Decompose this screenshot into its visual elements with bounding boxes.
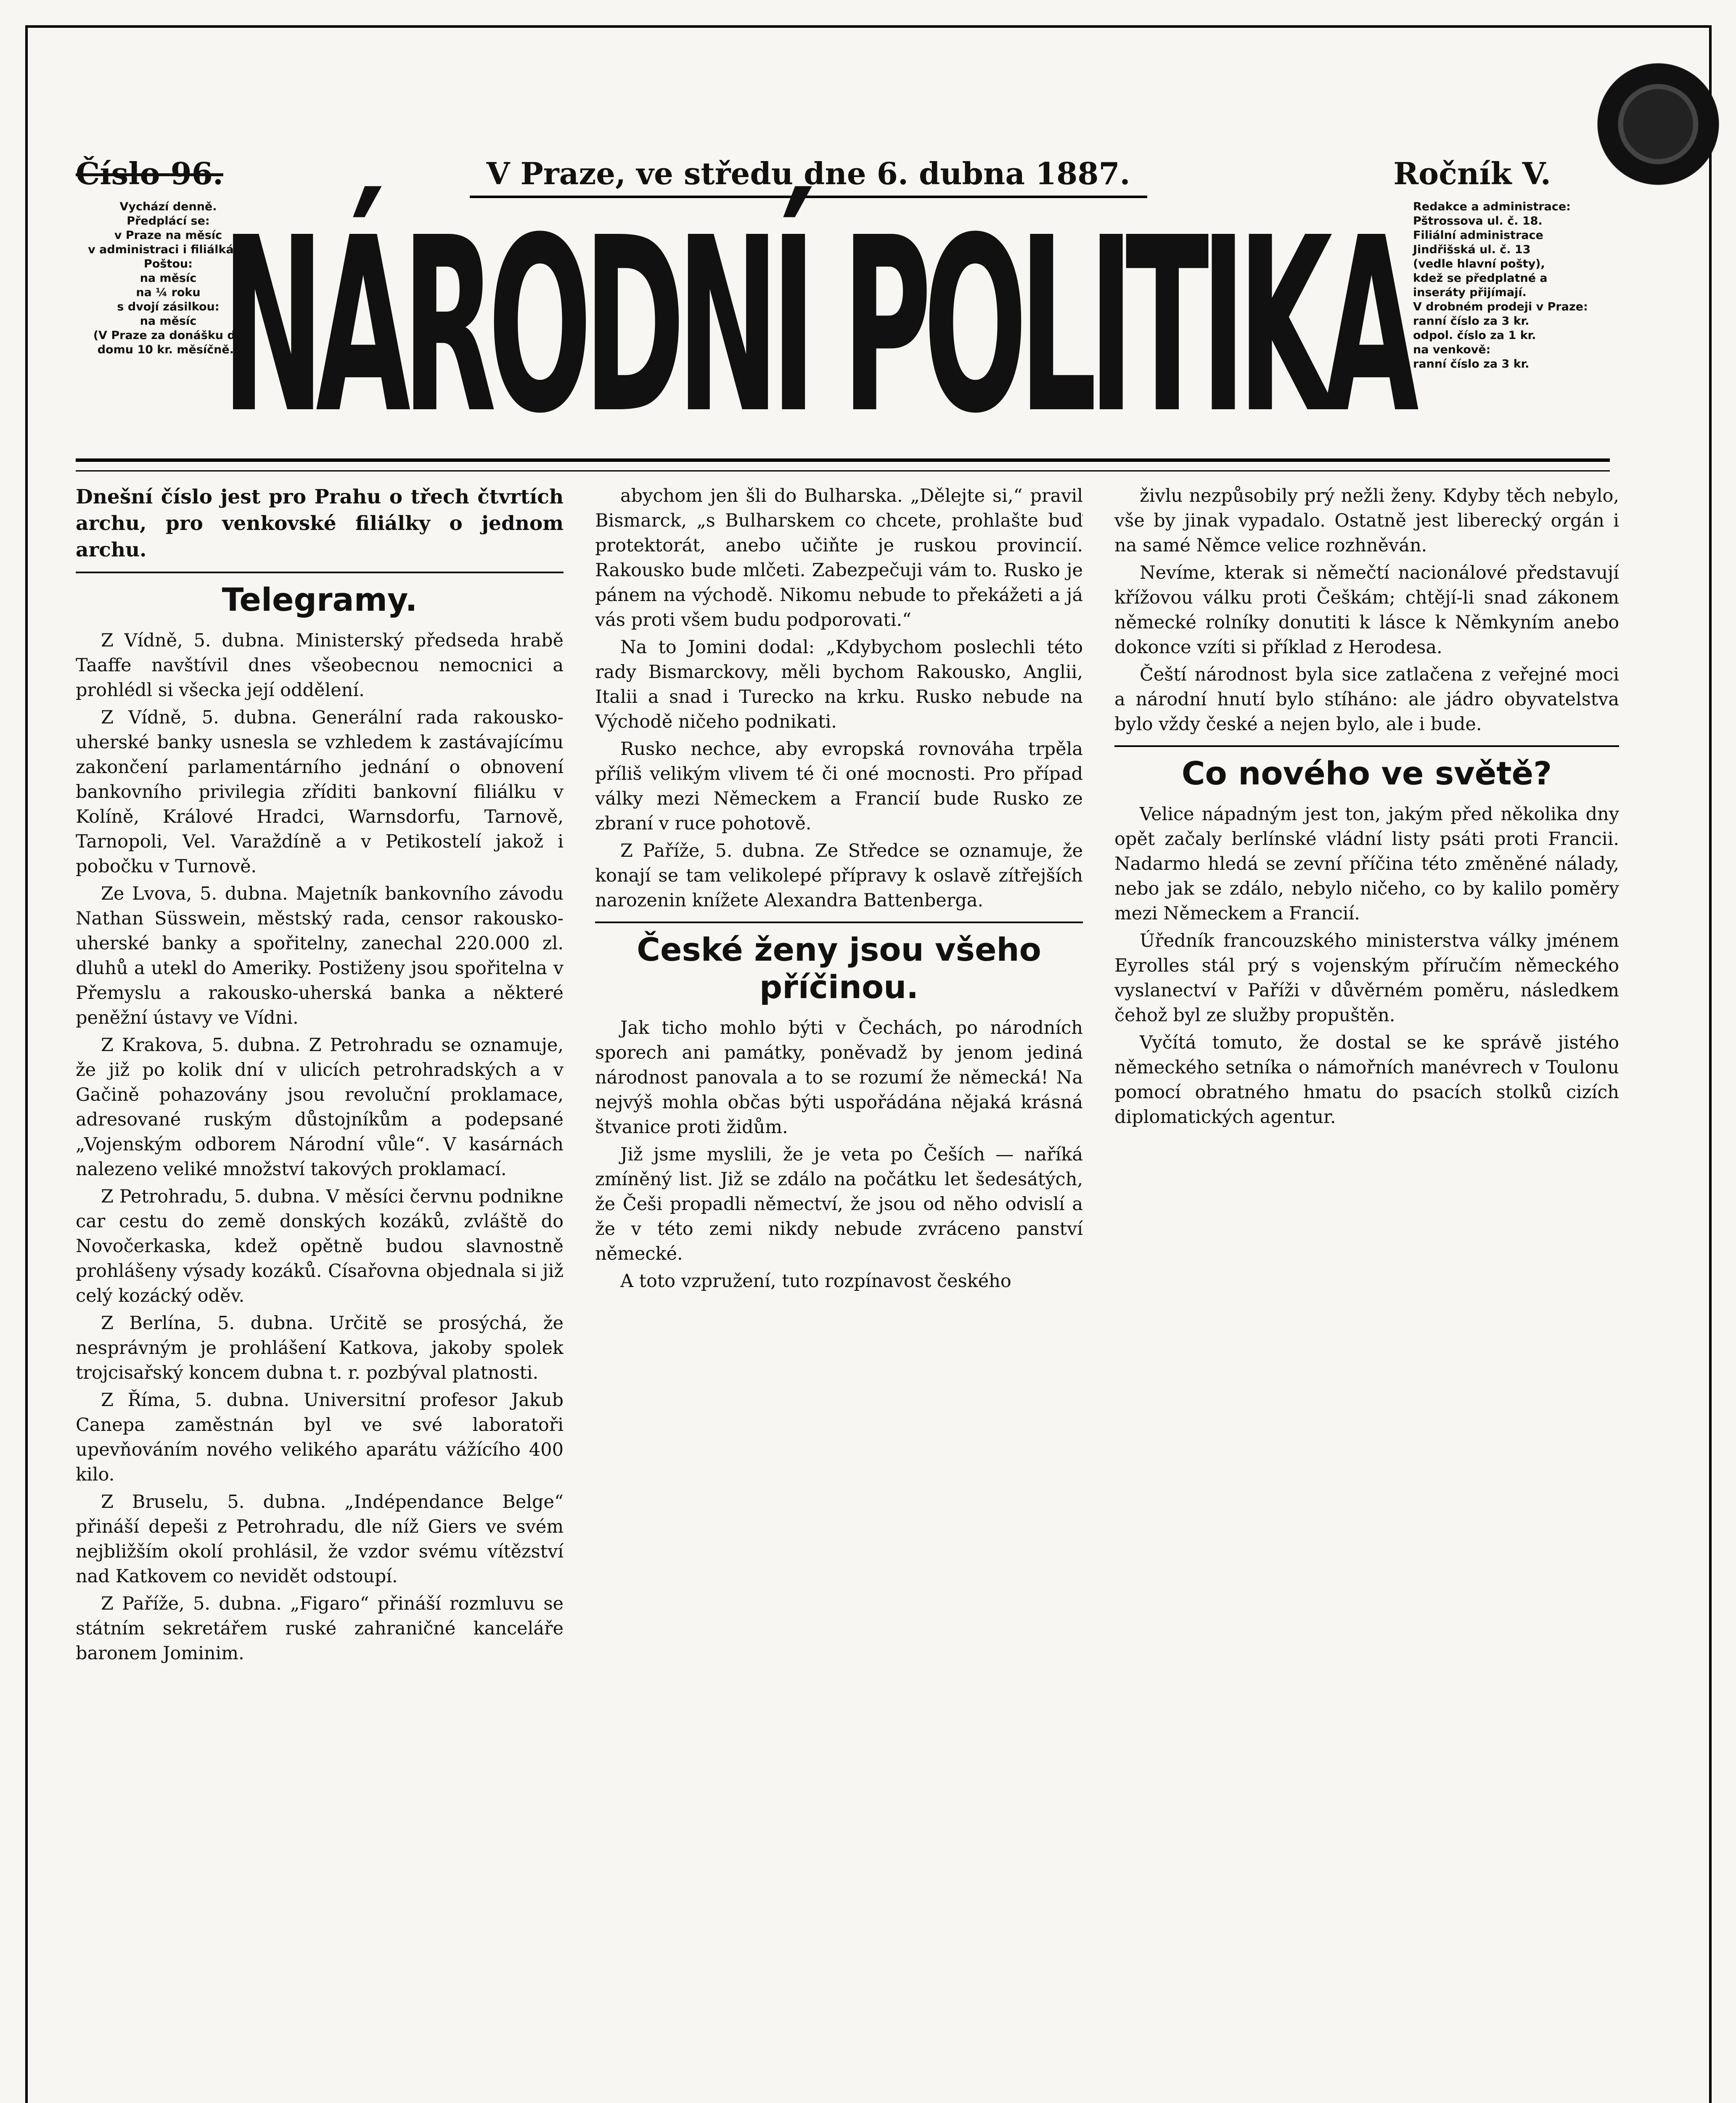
article-paragraph: abychom jen šli do Bulharska. „Dělejte si,“ pravil Bismarck, „s Bulharskem co chcete, prohlašte buď protektorát, anebo učiňte je ruskou provincií. Rakousko bude mlčeti. Zabezpečuji vám to. Rusko je pánem na východě. Nikomu nebude to překážeti a já vás proti všem budu podporovati.“ (595, 485, 1083, 630)
info-line: kdež se předplatné a inseráty přijímají. (1413, 272, 1548, 299)
info-line: v Praze na měsíc (114, 229, 222, 242)
masthead (221, 185, 1410, 466)
info-line: na měsíc (140, 315, 197, 328)
telegram-paragraph: Z Berlína, 5. dubna. Určitě se prosýchá, že nesprávným je prohlášení Katkova, jakoby spolek trojcisařský koncem dubna t. r. pozbýval platnosti. (76, 1313, 564, 1383)
telegram-paragraph: Z Krakova, 5. dubna. Z Petrohradu se oznamuje, že již po kolik dní v ulicích petrohradských a v Gačině pohazovány jsou revoluční proklamace, adresované ruským důstojníkům a podepsané „Vojenským odborem Národní vůle“. V kasárnách nalezeno veliké množství takových proklamací. (76, 1035, 564, 1180)
telegram-paragraph: Ze Lvova, 5. dubna. Majetník bankovního závodu Nathan Süsswein, městský rada, censor rakousko-uherské banky a spořitelny, zanechal 220.000 zl. dluhů a utekl do Ameriky. Postiženy jsou spořitelna v Přemyslu a rakousko-uherská banka a některé peněžní ústavy ve Vídni. (76, 883, 564, 1028)
info-line: odpol. číslo za 1 kr. (1413, 329, 1536, 342)
info-line: (V Praze za donášku do domu 10 kr. měsíčně.) (93, 329, 243, 356)
info-line: v administraci i filiálkách (88, 243, 249, 256)
info-line: Předplácí se: (127, 215, 210, 228)
editorial-info (1413, 200, 1602, 371)
info-line: Poštou: (144, 257, 193, 270)
article-paragraph: Jak ticho mohlo býti v Čechách, po národních sporech ani památky, poněvadž by jenom jediná národnost panovala a to se rozumí že německá! Na nejvýš mohla občas býti uspořádána nějaká krásná štvanice proti židům. (595, 1017, 1083, 1138)
info-line: na ¼ roku (136, 286, 201, 299)
library-stamp-icon (1597, 63, 1719, 185)
article-paragraph: živlu nezpůsobily prý nežli ženy. Kdyby těch nebylo, vše by jinak vypadalo. Ostatně jest liberecký orgán i na samé Němce velice rozhněván. (1114, 485, 1619, 556)
info-line: ranní číslo za 3 kr. (1413, 358, 1530, 371)
section-title-czech-women: České ženy jsou všeho příčinou. (595, 922, 1083, 1006)
column-1 (76, 484, 564, 2103)
telegram-paragraph: Z Petrohradu, 5. dubna. V měsíci červnu podnikne car cestu do země donských kozáků, zvláště do Novočerkaska, kdež opětně budou slavnostně prohlášeny výsady kozáků. Císařovna objednala si již celý kozácký oděv. (76, 1186, 564, 1306)
article-paragraph: Velice nápadným jest ton, jakým před několika dny opět začaly berlínské vládní listy psáti proti Francii. Nadarmo hledá se zevní příčina této změněné nálady, nebo jak se zdálo, nebylo ničeho, co by kalilo poměry mezi Německem a Francií. (1114, 804, 1619, 924)
info-line: s dvojí zásilkou: (117, 300, 220, 313)
volume: Ročník V. (1393, 156, 1551, 191)
telegram-paragraph: Z Vídně, 5. dubna. Ministerský předseda hrabě Taaffe navštívil dnes všeobecnou nemocnici a prohlédl si všecka její oddělení. (76, 630, 564, 701)
telegram-paragraph: Z Vídně, 5. dubna. Generální rada rakousko-uherské banky usnesla se vzhledem k zastávajícímu zakončení parlamentárního jednání o obnovení bankovního privilegia zříditi bankovní filiálku v Kolíně, Králové Hradci, Warnsdorfu, Tarnově, Tarnopoli, Vel. Varaždíně a v Petikostelí jakož i pobočku v Turnově. (76, 707, 564, 877)
info-line: Vychází denně. (119, 200, 217, 213)
article-paragraph: Rusko nechce, aby evropská rovnováha trpěla příliš velikým vlivem té či oné mocnosti. Pro případ války mezi Německem a Francií bude Rusko ze zbraní v ruce pohotově. (595, 739, 1083, 834)
column-3 (1114, 484, 1619, 2103)
article-paragraph: Nevíme, kterak si němečtí nacionálové představují křížovou válku proti Češkám; chtějí-li snad zákonem německé rolníky donutiti k lásce k Němkyním anebo dokonce vzíti si příklad z Herodesa. (1114, 562, 1619, 658)
article-paragraph: Z Paříže, 5. dubna. Ze Středce se oznamuje, že konají se tam velikolepé přípravy k oslavě zítřejších narozenin knížete Alexandra Battenberga. (595, 840, 1083, 911)
article-paragraph: Vyčítá tomuto, že dostal se ke správě jistého německého setníka o námořních manévrech v Toulonu pomocí obratného hmatu do psacích stolků cizích diplomatických agentur. (1114, 1032, 1619, 1128)
telegram-paragraph: Z Paříže, 5. dubna. „Figaro“ přináší rozmluvu se státním sekretářem ruské zahraničné kanceláře baronem Jominim. (76, 1593, 564, 1664)
notice: Dnešní číslo jest pro Prahu o třech čtvrtích archu, pro venkovské filiálky o jednom archu. (76, 485, 564, 562)
article-paragraph: Již jsme myslili, že je veta po Češích — naříká zmíněný list. Již se zdálo na počátku let šedesátých, že Češi propadli němectví, že jsou od něho odvislí a že v této zemi nikdy nebude zvráceno panství německé. (595, 1144, 1083, 1264)
header-rule (76, 458, 1610, 471)
info-line: na venkově: (1413, 343, 1491, 356)
article-paragraph: A toto vzpružení, tuto rozpínavost českého (620, 1271, 1011, 1292)
column-2 (595, 484, 1083, 2103)
article-paragraph: Čeští národnost byla sice zatlačena z veřejné moci a národní hnutí bylo stíháno: ale jádro obyvatelstva bylo vždy české a nejen bylo, ale i bude. (1114, 664, 1619, 735)
section-title-telegrams: Telegramy. (76, 572, 564, 618)
info-line: Redakce a administrace: (1413, 200, 1571, 213)
info-line: ranní číslo za 3 kr. (1413, 315, 1530, 328)
place-date: V Praze, ve středu dne 6. dubna 1887. (470, 156, 1147, 198)
article-paragraph: Úředník francouzského ministerstva války jménem Eyrolles stál prý s vojenským příručím německého vyslanectví v Paříži v důvěrném poměru, následkem čehož byl ze služby propuštěn. (1114, 930, 1619, 1026)
newspaper-title: NÁRODNÍ POLITIKA (221, 185, 1410, 466)
info-line: Pštrossova ul. č. 18. (1413, 215, 1543, 228)
telegram-paragraph: Z Bruselu, 5. dubna. „Indépendance Belge“ přináší depeši z Petrohradu, dle níž Giers ve svém nejbližším okolí prohlásil, že vzdor svému vítězství nad Katkovem co nevidět odstoupí. (76, 1491, 564, 1587)
info-line: (vedle hlavní pošty), (1413, 257, 1545, 270)
info-line: Filiální administrace Jindřišská ul. č. 13 (1413, 229, 1543, 256)
section-title-world-news: Co nového ve světě? (1114, 745, 1619, 792)
info-line: V drobném prodeji v Praze: (1413, 300, 1588, 313)
info-line: na měsíc (140, 272, 197, 285)
article-columns (76, 484, 1619, 2103)
article-paragraph: Na to Jomini dodal: „Kdybychom poslechli této rady Bismarckovy, měli bychom Rakousko, Anglii, Italii a snad i Turecko na krku. Rusko nebude na Východě ničeho podnikati. (595, 637, 1083, 732)
issue-number: Číslo 96. (76, 156, 223, 191)
telegram-paragraph: Z Říma, 5. dubna. Universitní profesor Jakub Canepa zaměstnán byl ve své laboratoři upevňováním nového velikého aparátu vážícího 400 kilo. (76, 1390, 564, 1485)
